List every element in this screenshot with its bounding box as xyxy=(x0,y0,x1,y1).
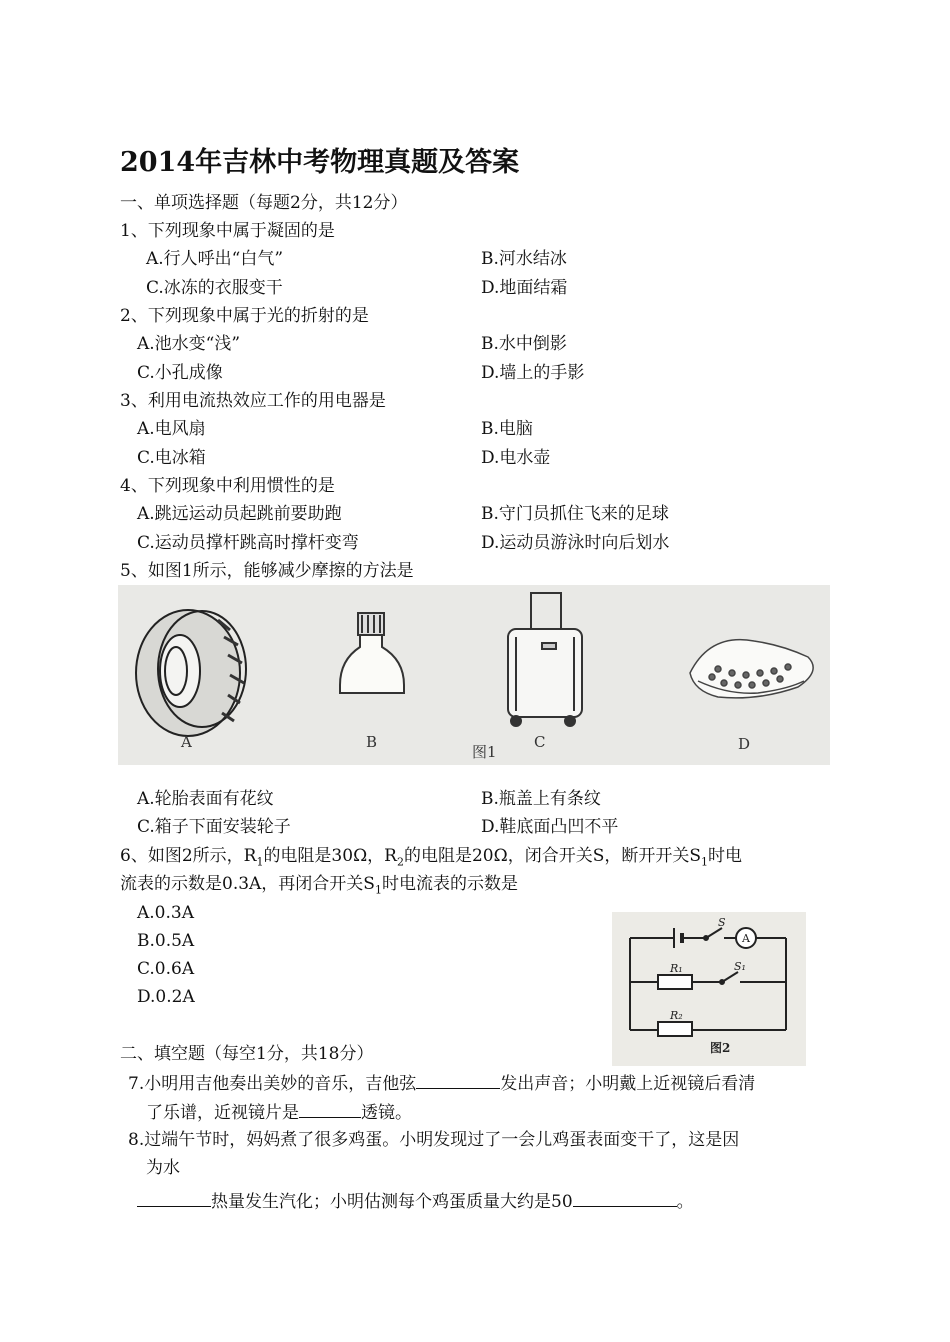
question-1-option-c: C.冰冻的衣服变干 xyxy=(146,278,283,298)
question-2-option-a: A.池水变“浅” xyxy=(137,334,241,354)
question-3-option-b: B.电脑 xyxy=(481,419,533,439)
question-4-option-a: A.跳远运动员起跳前要助跑 xyxy=(137,504,342,524)
question-2-option-c: C.小孔成像 xyxy=(137,363,223,383)
figure-2 xyxy=(612,912,806,1066)
question-6-stem-line-2 xyxy=(120,873,518,901)
question-1-option-b: B.河水结冰 xyxy=(481,249,567,269)
section-heading-choice: 一、单项选择题（每题2分，共12分） xyxy=(120,193,408,213)
question-3-stem: 3、利用电流热效应工作的用电器是 xyxy=(120,391,386,411)
circuit-diagram xyxy=(612,912,806,1066)
q6-text-4: 时电 xyxy=(708,846,742,866)
q6-text-3: 的电阻是20Ω，闭合开关S，断开开关S xyxy=(403,846,701,866)
question-8-line-1: 8.过端午节时，妈妈煮了很多鸡蛋。小明发现过了一会儿鸡蛋表面变干了，这是因 xyxy=(128,1130,740,1150)
question-3-option-d: D.电水壶 xyxy=(481,448,551,468)
q8-text-3: 热量发生汽化；小明估测每个鸡蛋质量大约是50 xyxy=(211,1192,573,1212)
figure-2-caption: 图2 xyxy=(710,1041,731,1055)
q6-text-2: 的电阻是30Ω，R xyxy=(263,846,397,866)
figure-1-label-c: C xyxy=(534,733,546,751)
figure-1-caption: 图1 xyxy=(472,743,497,761)
bottle-icon xyxy=(340,613,404,693)
question-4-option-b: B.守门员抓住飞来的足球 xyxy=(481,504,669,524)
question-5-option-c: C.箱子下面安装轮子 xyxy=(137,817,291,837)
question-1-option-d: D.地面结霜 xyxy=(481,278,568,298)
switch-s1-label: S₁ xyxy=(734,960,746,973)
ammeter-icon: A xyxy=(742,932,750,945)
q7-text-1: 7.小明用吉他奏出美妙的音乐，吉他弦 xyxy=(128,1074,417,1094)
question-2-option-b: B.水中倒影 xyxy=(481,334,567,354)
q6-sub-3: 1 xyxy=(701,855,708,869)
question-7-line-1 xyxy=(128,1072,755,1095)
switch-s-label: S xyxy=(718,916,726,929)
question-4-option-d: D.运动员游泳时向后划水 xyxy=(481,533,670,553)
question-6-option-c: C.0.6A xyxy=(137,959,195,979)
resistor-r2-label: R₂ xyxy=(670,1009,683,1022)
question-8-line-2: 为水 xyxy=(146,1158,180,1178)
question-8-line-3 xyxy=(137,1190,694,1213)
figure-1-label-b: B xyxy=(366,733,378,751)
figure-1-illustration xyxy=(118,585,830,765)
question-3-option-a: A.电风扇 xyxy=(137,419,206,439)
question-2-option-d: D.墙上的手影 xyxy=(481,363,585,383)
question-6-option-b: B.0.5A xyxy=(137,931,195,951)
question-6-stem-line-1 xyxy=(120,845,742,873)
q6-text-1: 6、如图2所示，R xyxy=(120,846,257,866)
q7-text-4: 透镜。 xyxy=(361,1103,412,1123)
q7-blank-1[interactable] xyxy=(416,1072,500,1089)
question-7-line-2 xyxy=(146,1101,412,1124)
q6-sub-2: 2 xyxy=(396,855,404,869)
question-4-option-c: C.运动员撑杆跳高时撑杆变弯 xyxy=(137,533,359,553)
q6-sub-1: 1 xyxy=(256,855,264,869)
q6-text-5: 流表的示数是0.3A，再闭合开关S xyxy=(120,874,375,894)
question-6-option-d: D.0.2A xyxy=(137,987,195,1007)
question-1-stem: 1、下列现象中属于凝固的是 xyxy=(120,221,335,241)
resistor-r1-label: R₁ xyxy=(670,962,683,975)
suitcase-icon xyxy=(508,593,582,726)
q7-text-2: 发出声音；小明戴上近视镜后看清 xyxy=(500,1074,756,1094)
question-5-option-a: A.轮胎表面有花纹 xyxy=(137,789,274,809)
question-3-option-c: C.电冰箱 xyxy=(137,448,206,468)
figure-1-label-a: A xyxy=(181,733,192,751)
q8-text-4: 。 xyxy=(676,1192,694,1212)
section-heading-fill: 二、填空题（每空1分，共18分） xyxy=(120,1044,374,1064)
question-4-stem: 4、下列现象中利用惯性的是 xyxy=(120,476,335,496)
q6-sub-4: 1 xyxy=(374,883,382,897)
q7-text-3: 了乐谱，近视镜片是 xyxy=(146,1103,299,1123)
figure-1-label-d: D xyxy=(738,735,751,753)
q8-blank-2[interactable] xyxy=(573,1190,677,1207)
question-5-option-d: D.鞋底面凸凹不平 xyxy=(481,817,619,837)
q7-blank-2[interactable] xyxy=(299,1101,361,1118)
question-2-stem: 2、下列现象中属于光的折射的是 xyxy=(120,306,369,326)
tire-icon xyxy=(136,610,246,736)
shoe-icon xyxy=(690,640,813,698)
question-1-option-a: A.行人呼出“白气” xyxy=(146,249,284,269)
q8-blank-1[interactable] xyxy=(137,1190,211,1207)
page-title: 2014年吉林中考物理真题及答案 xyxy=(120,147,520,178)
q6-text-6: 时电流表的示数是 xyxy=(381,874,518,894)
question-5-option-b: B.瓶盖上有条纹 xyxy=(481,789,601,809)
question-6-option-a: A.0.3A xyxy=(137,903,194,923)
figure-1 xyxy=(118,585,830,765)
question-5-stem: 5、如图1所示，能够减少摩擦的方法是 xyxy=(120,561,414,581)
